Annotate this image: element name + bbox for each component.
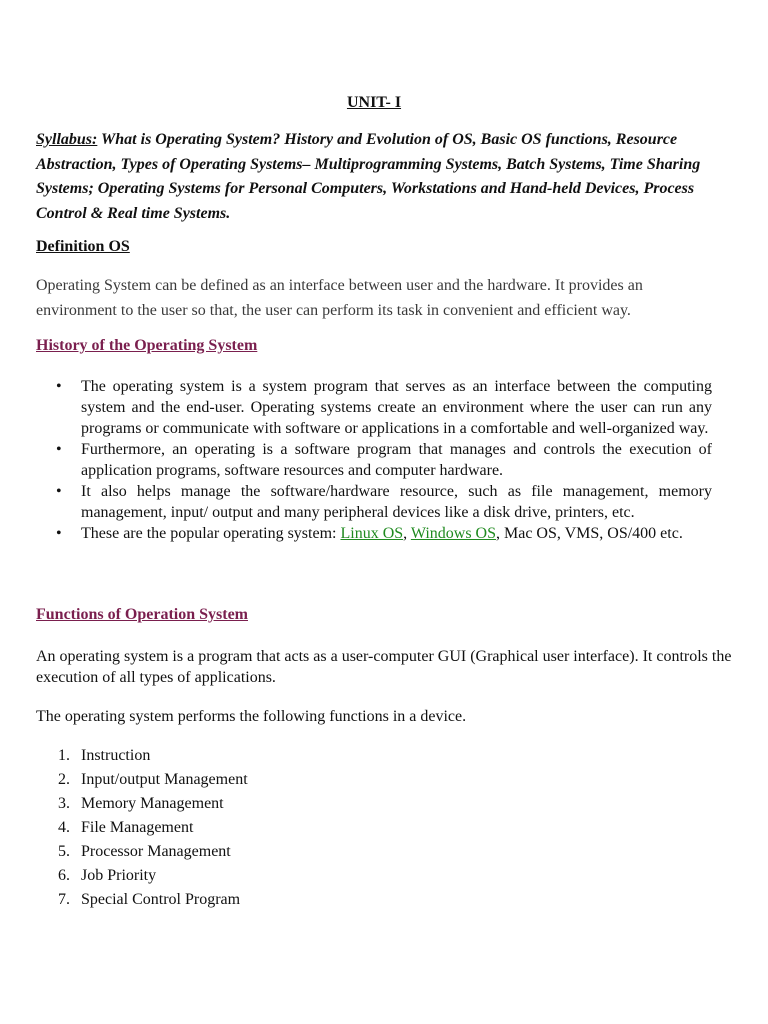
definition-heading: Definition OS <box>36 238 130 255</box>
bullet-text-prefix: These are the popular operating system: <box>81 525 341 542</box>
list-item <box>36 864 636 888</box>
list-number: 6. <box>58 867 70 884</box>
list-number: 2. <box>58 771 70 788</box>
bullet-item: • Furthermore, an operating is a software program that manages and controls the execution of application programs, software resources and computer hardware. <box>36 439 712 481</box>
list-item <box>36 816 636 840</box>
history-bullet-list <box>36 376 712 544</box>
functions-lead-text: The operating system performs the following functions in a device. <box>36 708 467 725</box>
syllabus-label: Syllabus: <box>36 131 98 148</box>
list-number: 3. <box>58 795 70 812</box>
list-item-label: Special Control Program <box>81 891 241 908</box>
bullet-text-suffix: , Mac OS, VMS, OS/400 etc. <box>496 525 683 542</box>
definition-text: Operating System can be defined as an interface between user and the hardware. It provides an environment to the user so that, the user can perform its task in convenient and efficient way. <box>36 277 643 319</box>
list-number: 4. <box>58 819 70 836</box>
list-item <box>36 744 636 768</box>
syllabus-paragraph <box>36 128 736 226</box>
list-item-label: File Management <box>81 819 194 836</box>
list-item-label: Job Priority <box>81 867 157 884</box>
list-item-label: Instruction <box>81 747 151 764</box>
list-item <box>36 792 636 816</box>
unit-title: UNIT- I <box>346 94 402 111</box>
bullet-separator: , <box>403 525 411 542</box>
functions-heading: Functions of Operation System <box>36 606 248 623</box>
functions-intro-text: An operating system is a program that acts as a user-computer GUI (Graphical user interface). It controls the execution of all types of applications. <box>36 648 732 686</box>
list-item <box>36 888 636 912</box>
list-number: 1. <box>58 747 70 764</box>
history-heading: History of the Operating System <box>36 337 258 354</box>
syllabus-text: What is Operating System? History and Evolution of OS, Basic OS functions, Resource Abstraction, Types of Operating Systems– Multiprogramming Systems, Batch Systems, Time Sharing Systems; Operating Systems for Personal Computers, Workstations and Hand-held Devices, Process Control & Real time Systems. <box>36 131 701 222</box>
bullet-item: • It also helps manage the software/hardware resource, such as file management, memory management, input/ output and many peripheral devices like a disk drive, printers, etc. <box>36 481 712 523</box>
bullet-item <box>36 523 712 544</box>
list-item <box>36 840 636 864</box>
functions-numbered-list <box>36 744 636 912</box>
windows-os-link[interactable]: Windows OS <box>410 525 496 542</box>
list-item-label: Memory Management <box>81 795 224 812</box>
list-item <box>36 768 636 792</box>
linux-os-link[interactable]: Linux OS <box>340 525 404 542</box>
list-number: 7. <box>58 891 70 908</box>
list-item-label: Processor Management <box>81 843 231 860</box>
list-number: 5. <box>58 843 70 860</box>
list-item-label: Input/output Management <box>81 771 248 788</box>
bullet-item: • The operating system is a system program that serves as an interface between the computing system and the end-user. Operating systems create an environment where the user can run any programs or communicate with software or applications in a comfortable and well-organized way. <box>36 376 712 439</box>
